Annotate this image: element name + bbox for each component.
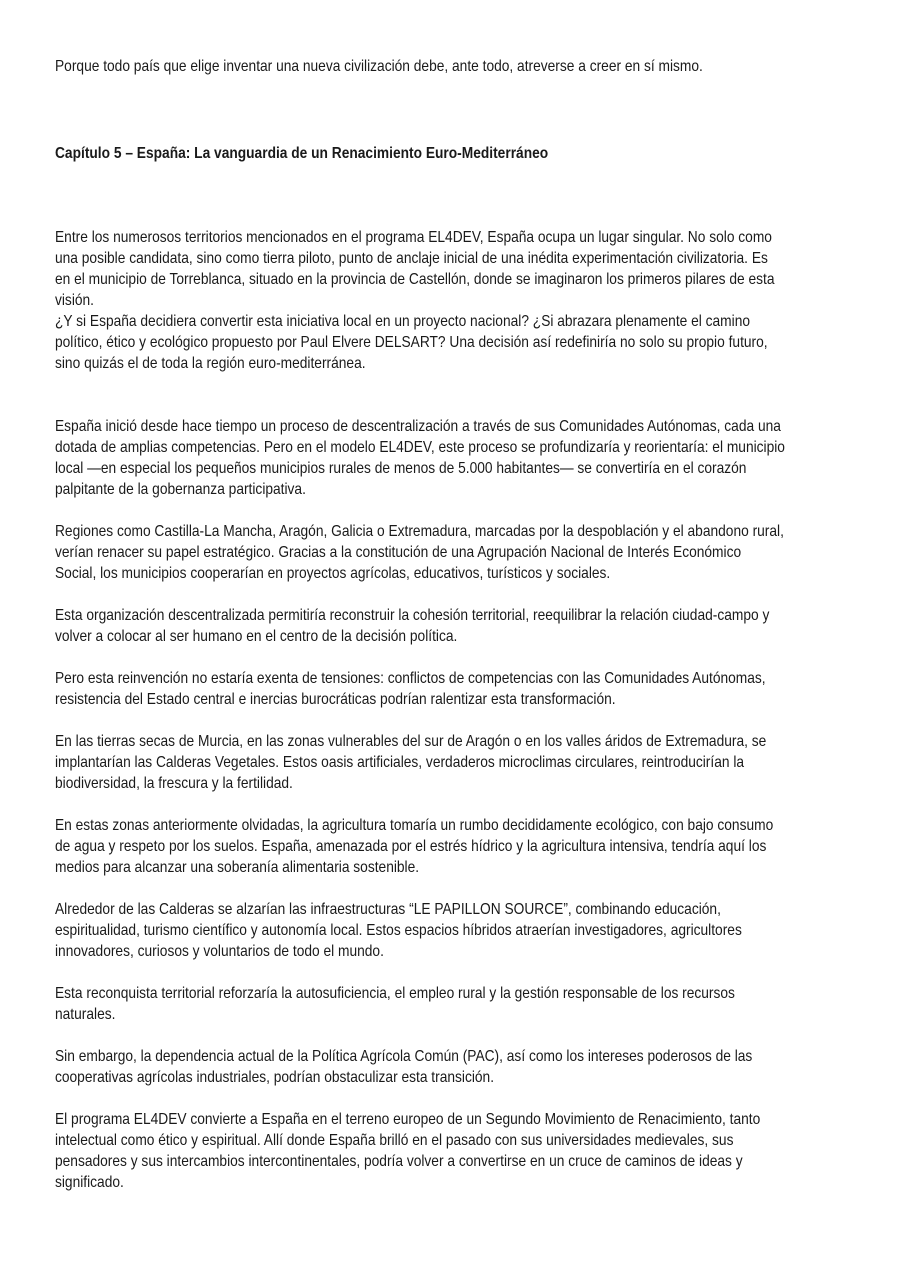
paragraph-line: sino quizás el de toda la región euro-mediterránea. xyxy=(55,355,366,372)
paragraph-line: Social, los municipios cooperarían en proyectos agrícolas, educativos, turísticos y sociales. xyxy=(55,565,611,582)
paragraph-line: político, ético y ecológico propuesto por Paul Elvere DELSART? Una decisión así redefiniría no solo su propio futuro, xyxy=(55,334,768,351)
paragraph-line: implantarían las Calderas Vegetales. Estos oasis artificiales, verdaderos microclimas circulares, reintroducirían la xyxy=(55,754,745,771)
paragraph-line: naturales. xyxy=(55,1006,116,1023)
paragraph-line: verían renacer su papel estratégico. Gracias a la constitución de una Agrupación Nacional de Interés Económico xyxy=(55,544,742,561)
paragraph-line: volver a colocar al ser humano en el centro de la decisión política. xyxy=(55,628,458,645)
paragraph-line: El programa EL4DEV convierte a España en el terreno europeo de un Segundo Movimiento de Renacimiento, tanto xyxy=(55,1111,761,1128)
paragraph-line: En las tierras secas de Murcia, en las zonas vulnerables del sur de Aragón o en los valles áridos de Extremadura, se xyxy=(55,733,767,750)
paragraph-line: local —en especial los pequeños municipios rurales de menos de 5.000 habitantes— se convertiría en el corazón xyxy=(55,460,747,477)
paragraph-line: resistencia del Estado central e inercias burocráticas podrían ralentizar esta transformación. xyxy=(55,691,616,708)
paragraph-line: Esta reconquista territorial reforzaría la autosuficiencia, el empleo rural y la gestión responsable de los recursos xyxy=(55,985,735,1002)
paragraph-line: Entre los numerosos territorios mencionados en el programa EL4DEV, España ocupa un lugar singular. No solo como xyxy=(55,229,772,246)
paragraph-line: Esta organización descentralizada permitiría reconstruir la cohesión territorial, reequilibrar la relación ciudad-campo y xyxy=(55,607,770,624)
paragraph-line: Sin embargo, la dependencia actual de la Política Agrícola Común (PAC), así como los intereses poderosos de las xyxy=(55,1048,753,1065)
paragraph-line: cooperativas agrícolas industriales, podrían obstaculizar esta transición. xyxy=(55,1069,495,1086)
paragraph-line: intelectual como ético y espiritual. Allí donde España brilló en el pasado con sus universidades medievales, sus xyxy=(55,1132,734,1149)
paragraph-line: de agua y respeto por los suelos. España, amenazada por el estrés hídrico y la agricultura intensiva, tendría aquí los xyxy=(55,838,767,855)
paragraph-line: en el municipio de Torreblanca, situado en la provincia de Castellón, donde se imaginaron los primeros pilares de esta xyxy=(55,271,775,288)
chapter-heading: Capítulo 5 – España: La vanguardia de un Renacimiento Euro-Mediterráneo xyxy=(55,145,549,162)
paragraph-line: visión. xyxy=(55,292,95,309)
paragraph-line: espiritualidad, turismo científico y autonomía local. Estos espacios híbridos atraerían investigadores, agricultores xyxy=(55,922,742,939)
intro-line: Porque todo país que elige inventar una nueva civilización debe, ante todo, atreverse a creer en sí mismo. xyxy=(55,58,703,75)
paragraph-line: pensadores y sus intercambios intercontinentales, podría volver a convertirse en un cruce de caminos de ideas y xyxy=(55,1153,743,1170)
paragraph-line: España inició desde hace tiempo un proceso de descentralización a través de sus Comunidades Autónomas, cada una xyxy=(55,418,781,435)
paragraph-line: medios para alcanzar una soberanía alimentaria sostenible. xyxy=(55,859,420,876)
paragraph-line: palpitante de la gobernanza participativa. xyxy=(55,481,306,498)
paragraph-line: Alrededor de las Calderas se alzarían las infraestructuras “LE PAPILLON SOURCE”, combinando educación, xyxy=(55,901,721,918)
paragraph-line: En estas zonas anteriormente olvidadas, la agricultura tomaría un rumbo decididamente ecológico, con bajo consumo xyxy=(55,817,774,834)
paragraph-line: una posible candidata, sino como tierra piloto, punto de anclaje inicial de una inédita experimentación civilizatoria. Es xyxy=(55,250,768,267)
paragraph-line: significado. xyxy=(55,1174,124,1191)
paragraph-line: Pero esta reinvención no estaría exenta de tensiones: conflictos de competencias con las Comunidades Autónomas, xyxy=(55,670,766,687)
paragraph-line: ¿Y si España decidiera convertir esta iniciativa local en un proyecto nacional? ¿Si abrazara plenamente el camino xyxy=(55,313,751,330)
paragraph-line: Regiones como Castilla-La Mancha, Aragón, Galicia o Extremadura, marcadas por la despoblación y el abandono rural, xyxy=(55,523,784,540)
paragraph-line: innovadores, curiosos y voluntarios de todo el mundo. xyxy=(55,943,384,960)
paragraph-line: biodiversidad, la frescura y la fertilidad. xyxy=(55,775,293,792)
paragraph-line: dotada de amplias competencias. Pero en el modelo EL4DEV, este proceso se profundizaría y reorientaría: el municipio xyxy=(55,439,785,456)
